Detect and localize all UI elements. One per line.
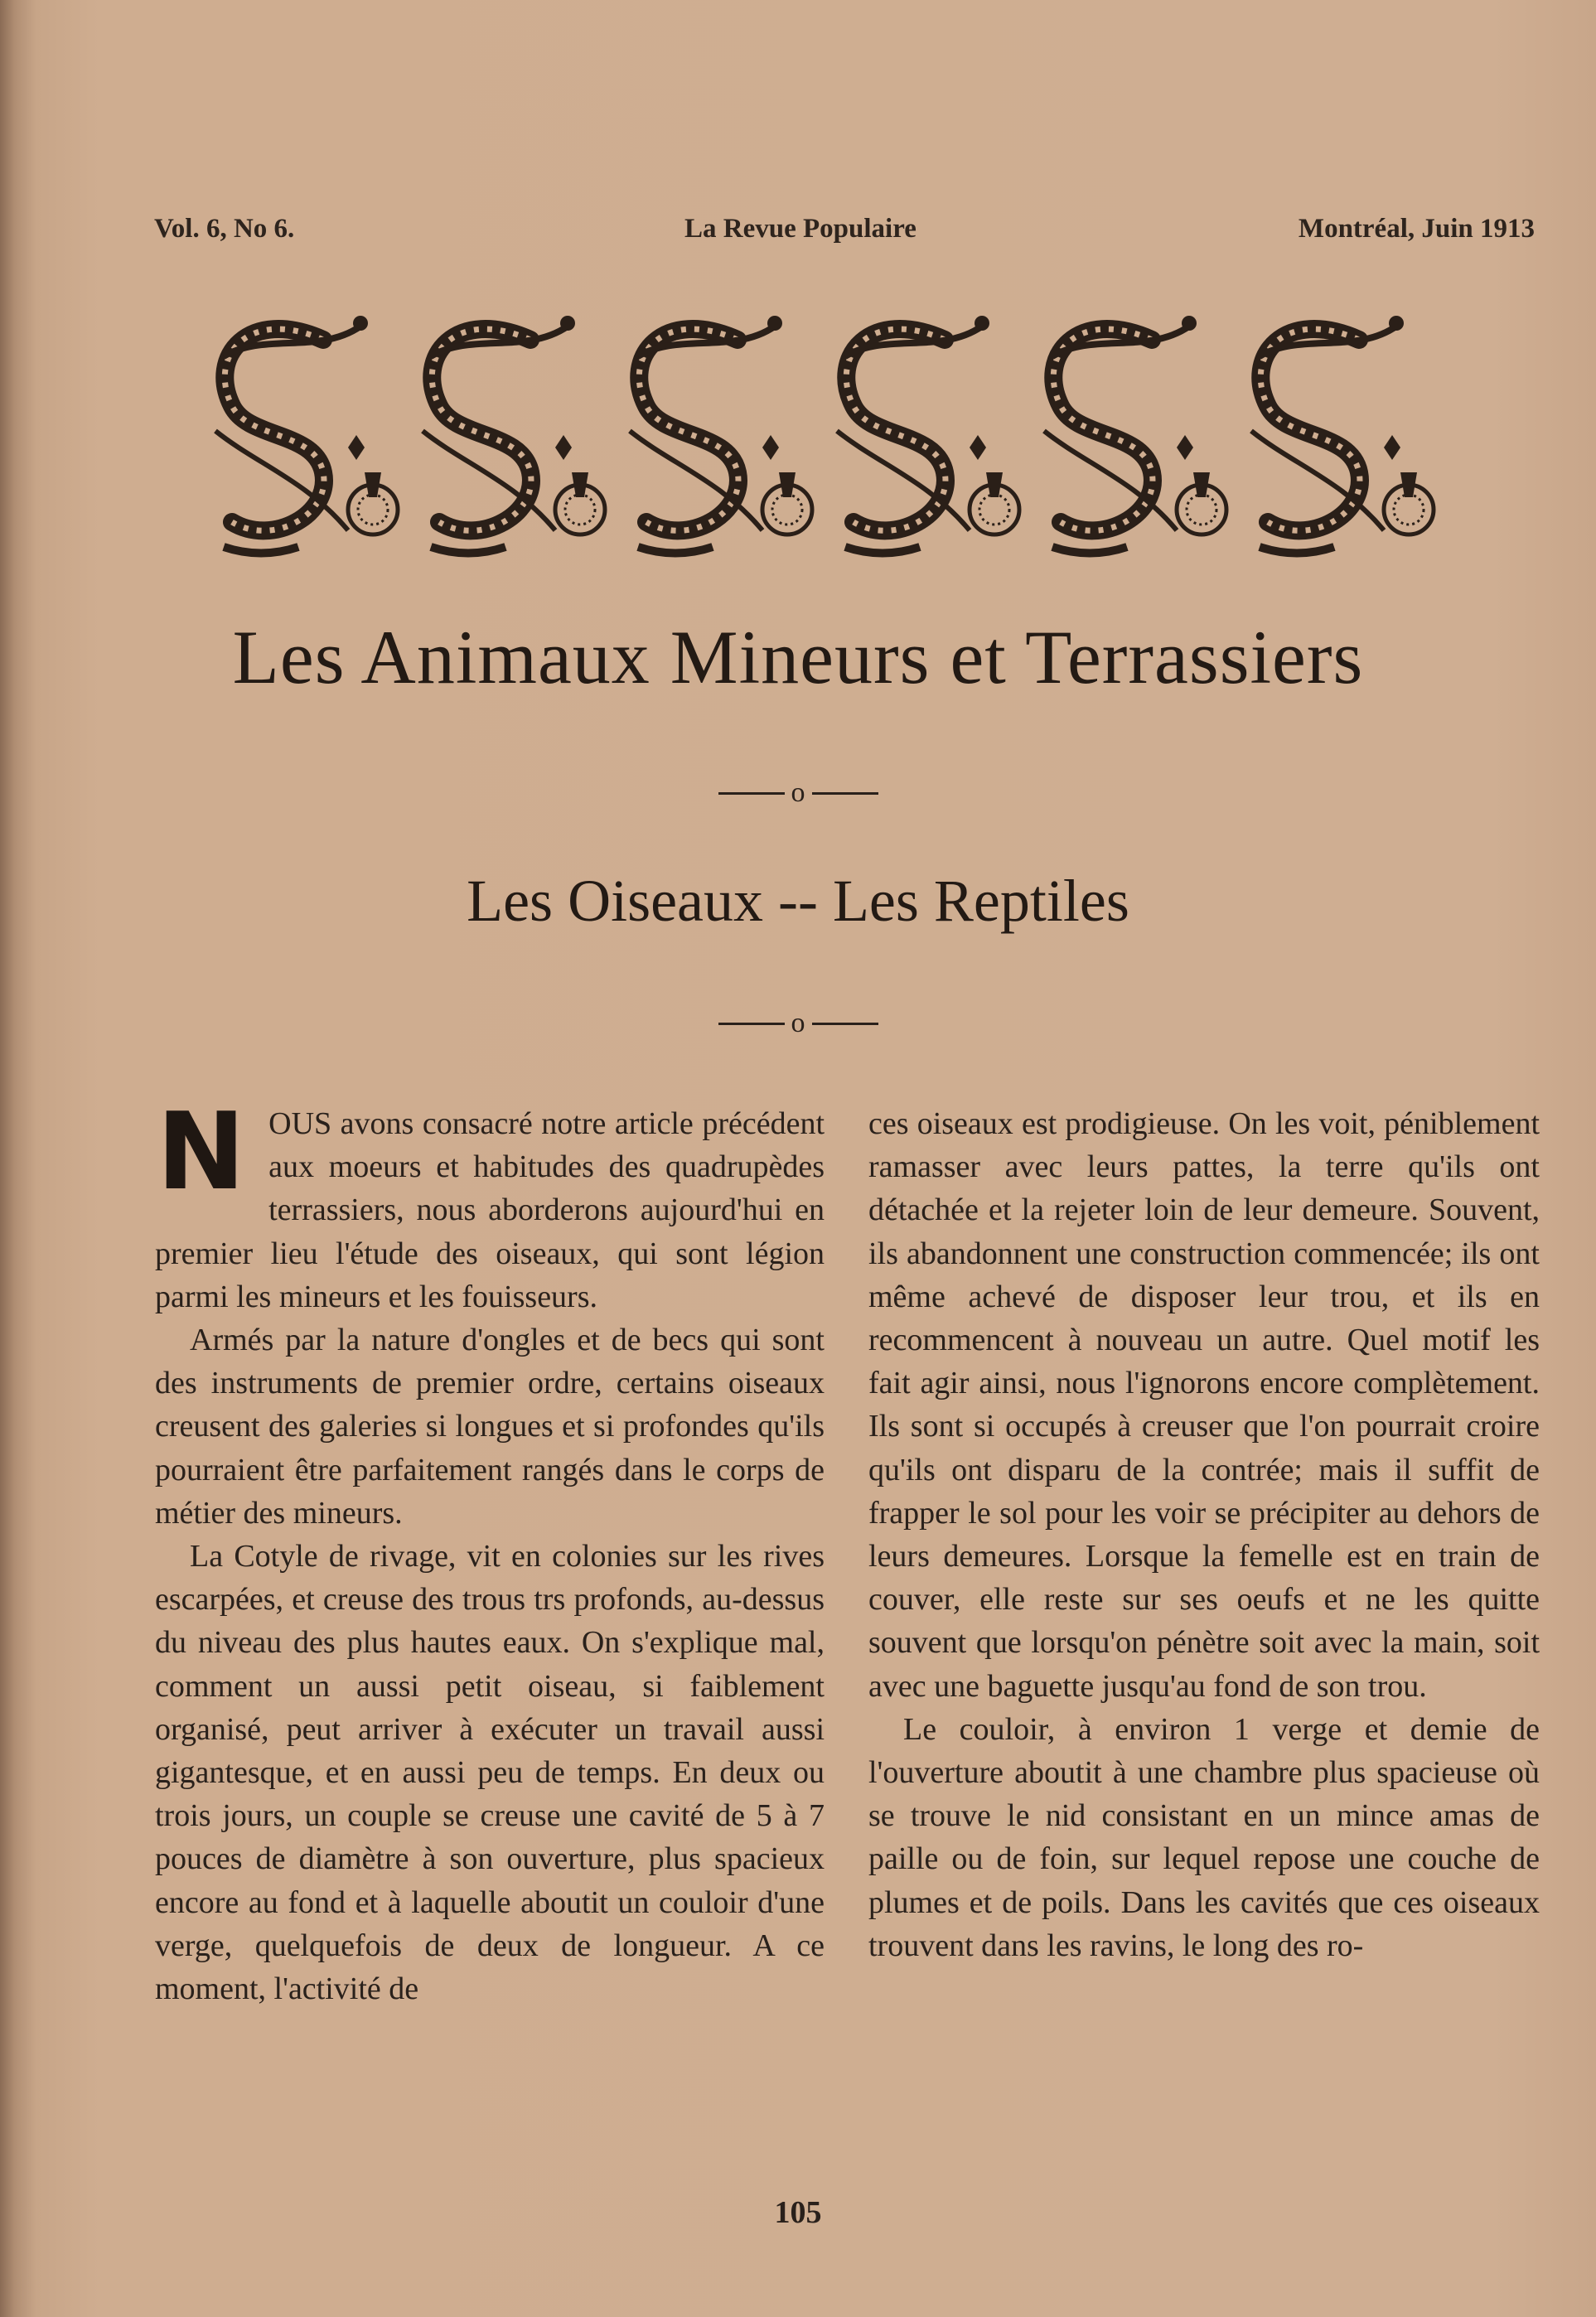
paragraph: ces oiseaux est prodigieuse. On les voit, péniblement ramasser avec leurs pattes, la terre qu'ils ont détachée et la rejeter loin de leur demeure. Souvent, ils abandonnent une construction commencée; ils ont même achevé de disposer leur trou, et ils en recommencent à nouveau un autre. Quel motif les fait agir ainsi, nous l'ignorons encore complètement. Ils sont si occupés à creuser que l'on pourrait croire qu'ils ont disparu de la contrée; mais il suffit de frapper le sol pour les voir se précipiter au dehors de leurs demeures. Lorsque la femelle est en train de couver, elle reste sur ses oeufs et ne les quitte souvent que lorsqu'on pénètre soit avec la main, soit avec une baguette jusqu'au fond de son trou. xyxy=(868,1106,1540,1704)
column-left xyxy=(155,1091,825,2010)
separator: o xyxy=(0,776,1596,809)
place-date: Montréal, Juin 1913 xyxy=(1298,214,1535,244)
paragraph: OUS avons consacré notre article précédent aux moeurs et habitudes des quadrupèdes terrassiers, nous aborderons aujourd'hui en premier lieu l'étude des oiseaux, qui sont légion parmi les mineurs et les fouisseurs. xyxy=(155,1106,825,1314)
drop-cap: N xyxy=(157,1091,246,1214)
article-subtitle: Les Oiseaux -- Les Reptiles xyxy=(467,868,1129,934)
paragraph: La Cotyle de rivage, vit en colonies sur les rives escarpées, et creuse des trous trs profonds, au-dessus du niveau des plus hautes eaux. On s'explique mal, comment un aussi petit oiseau, si faiblement organisé, peut arriver à exécuter un travail aussi gigantesque, et en aussi peu de temps. En deux ou trois jours, un couple se creuse une cavité de 5 à 7 pouces de diamètre à son ouverture, plus spacieux encore au fond et à laquelle aboutit un couloir d'une verge, quelquefois de deux de longueur. A ce moment, l'activité de xyxy=(155,1539,825,2007)
column-right xyxy=(868,1102,1540,1967)
publication-name: La Revue Populaire xyxy=(684,214,916,244)
page-number: 105 xyxy=(774,2195,822,2230)
separator: o xyxy=(0,1006,1596,1039)
article-title: Les Animaux Mineurs et Terrassiers xyxy=(232,615,1364,699)
decorative-s-letters-icon xyxy=(199,298,1458,564)
paragraph: Armés par la nature d'ongles et de becs qui sont des instruments de premier ordre, certains oiseaux creusent des galeries si longues et si profondes qu'ils pourraient être parfaitement rangés dans le corps de métier des mineurs. xyxy=(155,1323,825,1531)
paragraph: Le couloir, à environ 1 verge et demie de l'ouverture aboutit à une chambre plus spacieuse où se trouve le nid consistant en un mince amas de paille ou de foin, sur lequel repose une couche de plumes et de poils. Dans les cavités que ces oiseaux trouvent dans les ravins, le long des ro- xyxy=(868,1711,1540,1963)
volume-number: Vol. 6, No 6. xyxy=(154,214,295,244)
running-header xyxy=(154,214,1535,255)
